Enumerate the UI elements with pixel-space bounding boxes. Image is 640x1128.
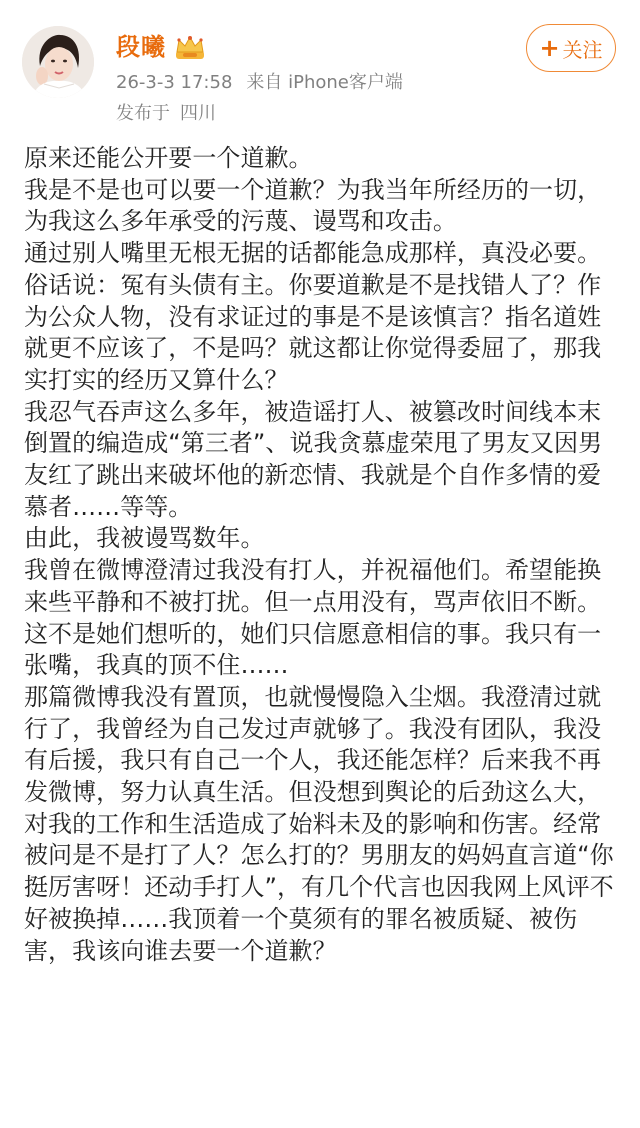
post-timestamp: 26-3-3 17:58 [116, 72, 233, 93]
post-paragraph: 通过别人嘴里无根无据的话都能急成那样，真没必要。俗话说：冤有头债有主。你要道歉是不是找错人了？作为公众人物，没有求证过的事是不是该慎言？指名道姓就更不应该了，不是吗？就这都让你觉得委屈了，那我实打实的经历又算什么？ [24, 239, 602, 394]
post-paragraph: 我曾在微博澄清过我没有打人，并祝福他们。希望能换来些平静和不被打扰。但一点用没有，骂声依旧不断。这不是她们想听的，她们只信愿意相信的事。我只有一张嘴，我真的顶不住…… [24, 556, 602, 680]
avatar[interactable] [22, 26, 94, 98]
author-row [116, 30, 206, 64]
post-body [24, 143, 624, 967]
post-paragraph: 那篇微博我没有置顶，也就慢慢隐入尘烟。我澄清过就行了，我曾经为自己发过声就够了。我没有团队，我没有后援，我只有自己一个人，我还能怎样？后来我不再发微博，努力认真生活。但没想到舆论的后劲这么大，对我的工作和生活造成了始料未及的影响和伤害。经常被问是不是打了人？怎么打的？男朋友的妈妈直言道“你挺厉害呀！还动手打人”，有几个代言也因我网上风评不好被换掉……我顶着一个莫须有的罪名被质疑、被伤害，我该向谁去要一个道歉？ [24, 682, 614, 965]
post-meta [116, 70, 417, 96]
crown-icon [174, 34, 206, 60]
post-paragraph: 原来还能公开要一个道歉。 [24, 144, 313, 172]
post-paragraph: 由此，我被谩骂数年。 [24, 524, 265, 553]
follow-button[interactable] [526, 24, 616, 72]
post-header [0, 0, 640, 140]
author-name[interactable]: 段曦 [116, 33, 166, 61]
location-prefix: 发布于 [116, 103, 170, 124]
avatar-photo [22, 26, 94, 98]
plus-icon: + [539, 34, 560, 62]
post-paragraph: 我忍气吞声这么多年，被造谣打人、被篡改时间线本末倒置的编造成“第三者”、说我贪慕虚荣甩了男友又因男友红了跳出来破坏他的新恋情、我就是个自作多情的爱慕者……等等。 [24, 397, 603, 521]
post-location [116, 101, 216, 127]
post-source: 来自 iPhone客户端 [246, 72, 403, 93]
location-name: 四川 [180, 103, 216, 124]
follow-label: 关注 [562, 37, 603, 62]
post-paragraph: 我是不是也可以要一个道歉？为我当年所经历的一切，为我这么多年承受的污蔑、谩骂和攻击。 [24, 175, 602, 236]
